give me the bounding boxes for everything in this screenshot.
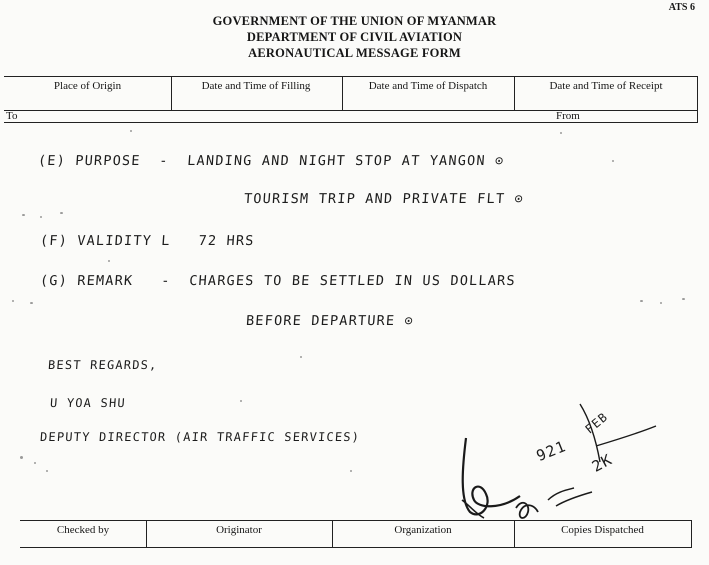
cell-organization: Organization: [394, 524, 452, 536]
cell-place-of-origin: Place of Origin: [53, 80, 122, 92]
cell-checked-by: Checked by: [56, 524, 110, 536]
signature-stroke: [463, 438, 520, 514]
message-line-regards: BEST REGARDS,: [47, 358, 159, 372]
message-line-title: DEPUTY DIRECTOR (AIR TRAFFIC SERVICES): [39, 430, 361, 444]
signature-stroke: [516, 503, 538, 518]
cell-date-receipt: Date and Time of Receipt: [549, 80, 663, 92]
to-label: To: [6, 110, 18, 122]
signature-stroke: [596, 426, 656, 446]
from-label: From: [556, 110, 580, 122]
signature-stroke: [580, 404, 600, 462]
cell-date-filling: Date and Time of Filling: [201, 80, 311, 92]
annotation-number: 921: [533, 436, 569, 466]
header-department: DEPARTMENT OF CIVIL AVIATION: [246, 30, 463, 44]
cell-date-dispatch: Date and Time of Dispatch: [368, 80, 488, 92]
annotation-year: 2K: [588, 450, 616, 476]
form-code: ATS 6: [668, 2, 695, 13]
message-line-departure: BEFORE DEPARTURE ⊙: [245, 313, 415, 329]
signature-stroke: [462, 500, 484, 518]
message-line-validity: (F) VALIDITY L 72 HRS: [39, 233, 256, 249]
header-government: GOVERNMENT OF THE UNION OF MYANMAR: [212, 14, 497, 28]
cell-copies-dispatched: Copies Dispatched: [561, 524, 644, 536]
annotation-month: FEB: [582, 409, 611, 437]
message-line-purpose: (E) PURPOSE - LANDING AND NIGHT STOP AT YANGON ⊙: [37, 153, 505, 169]
bottom-bottom-border: [20, 547, 692, 548]
message-line-name: U YOA SHU: [49, 396, 127, 410]
message-line-tourism: TOURISM TRIP AND PRIVATE FLT ⊙: [243, 191, 525, 207]
bottom-top-border: [20, 520, 692, 521]
bottom-right-border: [691, 520, 692, 547]
message-line-remark: (G) REMARK - CHARGES TO BE SETTLED IN US DOLLARS: [39, 273, 517, 289]
header-form-title: AERONAUTICAL MESSAGE FORM: [248, 46, 461, 60]
cell-originator: Originator: [216, 524, 262, 536]
signature-stroke: [548, 488, 592, 506]
